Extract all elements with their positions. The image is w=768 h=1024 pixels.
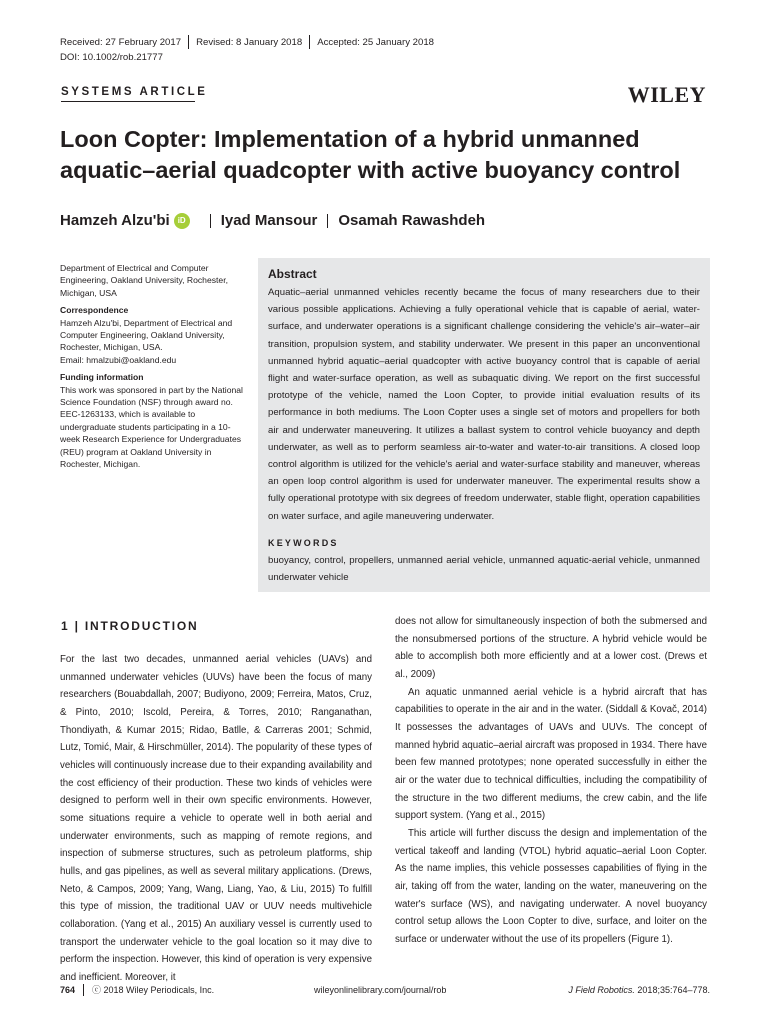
journal-url[interactable]: wileyonlinelibrary.com/journal/rob (314, 984, 447, 995)
journal-citation (568, 985, 710, 995)
divider (210, 214, 211, 228)
orcid-icon[interactable]: iD (174, 213, 190, 229)
section-heading: 1 | INTRODUCTION (61, 619, 199, 633)
keywords-text: buoyancy, control, propellers, unmanned aerial vehicle, unmanned aquatic-aerial vehicle, unmanned underwater vehicle (268, 555, 700, 584)
abstract-box (258, 258, 710, 592)
page-footer (60, 983, 710, 996)
correspondence-text: Hamzeh Alzu'bi, Department of Electrical and Computer Engineering, Oakland University, Rochester, Michigan, USA. (60, 317, 233, 353)
accepted-date: Accepted: 25 January 2018 (317, 36, 435, 48)
paragraph: An aquatic unmanned aerial vehicle is a hybrid aircraft that has capabilities to operate in the air and in the water. (Siddall & Kovač, 2014) It possesses the advantages of UAVs and UUVs. The concept of manned hybrid aquatic–aerial aircraft was proposed in 1934. There have been few manned prototypes; none operated successfully in either the air or the water due to technical difficulties, including the compatibility of the structure in the two different mediums, the crew cabin, and the life support system. (Yang et al., 2015) (395, 686, 707, 822)
publisher-logo: WILEY (627, 82, 706, 107)
affiliation-sidebar (60, 262, 250, 471)
revised-date: Revised: 8 January 2018 (196, 36, 303, 48)
divider (83, 984, 84, 996)
affiliation: Department of Electrical and Computer Engineering, Oakland University, Rochester, Michigan, USA (60, 263, 228, 298)
divider (188, 35, 189, 49)
author-name[interactable]: Iyad Mansour (220, 212, 318, 229)
keywords-heading: KEYWORDS (268, 538, 339, 548)
funding-text: This work was sponsored in part by the National Science Foundation (NSF) through award no. EEC-1263133, which is available to undergraduate students participating in a 10-week Research Experience for Undergraduates (REU) program at Oakland University in Rochester, Michigan. (60, 384, 243, 470)
paragraph: does not allow for simultaneously inspection of both the submersed and the nonsubmersed portions of the structure. A hybrid vehicle would be able to accomplish both more efficiently and at a lower cost. (Drews et al., 2009) (395, 616, 707, 680)
paragraph: This article will further discuss the design and implementation of the vertical takeoff and landing (VTOL) hybrid aquatic–aerial Loon Copter. As the name implies, this vehicle possesses capabilities of flying in the air, taking off from the water, landing on the water, maneuvering on the water's surface (WS), and navigating underwater. A novel buoyancy control setup allows the Loon Copter to dive, surface, and loiter on the surface or underwater without the use of its propellers (Figure 1). (395, 827, 707, 945)
page-number: 764 (60, 984, 76, 995)
abstract-text: Aquatic–aerial unmanned vehicles recently became the focus of many researchers due to their various possible applications. Achieving a fully operational vehicle that is capable of aerial, water-surface, and underwater operations is a significant challenge considering the vehicle's air–water–air transition, propulsion system, and stability underwater. We present in this paper an unconventional unmanned hybrid aquatic–aerial quadcopter with active buoyancy control that is capable of aerial flight and water-surface operation, as well as subaquatic diving. We report on the first successful prototype of the vehicle, named the Loon Copter, to provide initial evaluation results of its performance in both mediums. The Loon Copter uses a single set of motors and propellers for both air and underwater maneuvering. It utilizes a ballast system to control vehicle buoyancy and depth underwater, as well as to perform seamless air-to-water and water-to-air transitions. A closed loop control algorithm is utilized for the vehicle's aerial and water-surface stability and maneuver, whereas an open loop control algorithm is used for underwater maneuver. The experimental results show a fully operational prototype with six degrees of freedom underwater, stable flight, operation capabilities on water surface, and agile maneuvering underwater. (268, 287, 700, 522)
journal-name: J Field Robotics. (568, 984, 635, 995)
divider (309, 35, 310, 49)
body-column-left: For the last two decades, unmanned aerial vehicles (UAVs) and unmanned underwater vehicles (UUVs) have been the focus of many researchers (Bouabdallah, 2007; Budiyono, 2009; Ferreira, Matos, Cruz, & Pinto, 2010; Iscold, Pereira, & Torres, 2010; Ranganathan, Thondiyath, & Kumar 2015; Ridao, Batlle, & Carreras 2001; Schmid, Lutz, Tomić, Mair, & Hirschmüller, 2014). The popularity of these types of vehicles will continuously increase due to their expanding availability and the cost efficiency of their production. These two kinds of vehicles were designed to perform well in their own specific environments. However, some situations require a vehicle to operate well in both aerial and underwater environments, such as mapping of remote regions, and inspection of submerse structures, such as petroleum platforms, ship hulls, and gas pipelines, as well as several military applications. (Drews, Neto, & Campos, 2009; Yang, Wang, Liang, Yao, & Liu, 2015) To fulfill this type of mission, the traditional UAV or UUV needs multivehicle collaboration. (Yang et al., 2015) An auxiliary vessel is currently used to transport the underwater vehicle to the goal location so it may dive to perform the inspection. However, this kind of operation is very expensive and inefficient. Moreover, it (60, 654, 372, 983)
divider (327, 214, 328, 228)
article-title: Loon Copter: Implementation of a hybrid unmanned aquatic–aerial quadcopter with active buoyancy control (60, 126, 681, 183)
abstract-heading: Abstract (268, 267, 317, 281)
copyright: ⓒ 2018 Wiley Periodicals, Inc. (92, 985, 215, 995)
section-type-underline (61, 101, 195, 102)
author-name[interactable]: Osamah Rawashdeh (338, 212, 486, 229)
received-date: Received: 27 February 2017 (60, 36, 182, 48)
doi[interactable]: DOI: 10.1002/rob.21777 (60, 52, 163, 63)
author-name[interactable]: Hamzeh Alzu'bi (60, 212, 170, 229)
funding-heading: Funding information (60, 372, 144, 383)
section-type: SYSTEMS ARTICLE (61, 86, 208, 98)
correspondence-heading: Correspondence (60, 305, 129, 316)
citation-details: 2018;35:764–778. (634, 984, 710, 995)
email-link[interactable]: Email: hmalzubi@oakland.edu (60, 354, 177, 365)
body-column-right (395, 613, 707, 948)
author-list (60, 212, 485, 229)
article-dates (60, 35, 434, 49)
